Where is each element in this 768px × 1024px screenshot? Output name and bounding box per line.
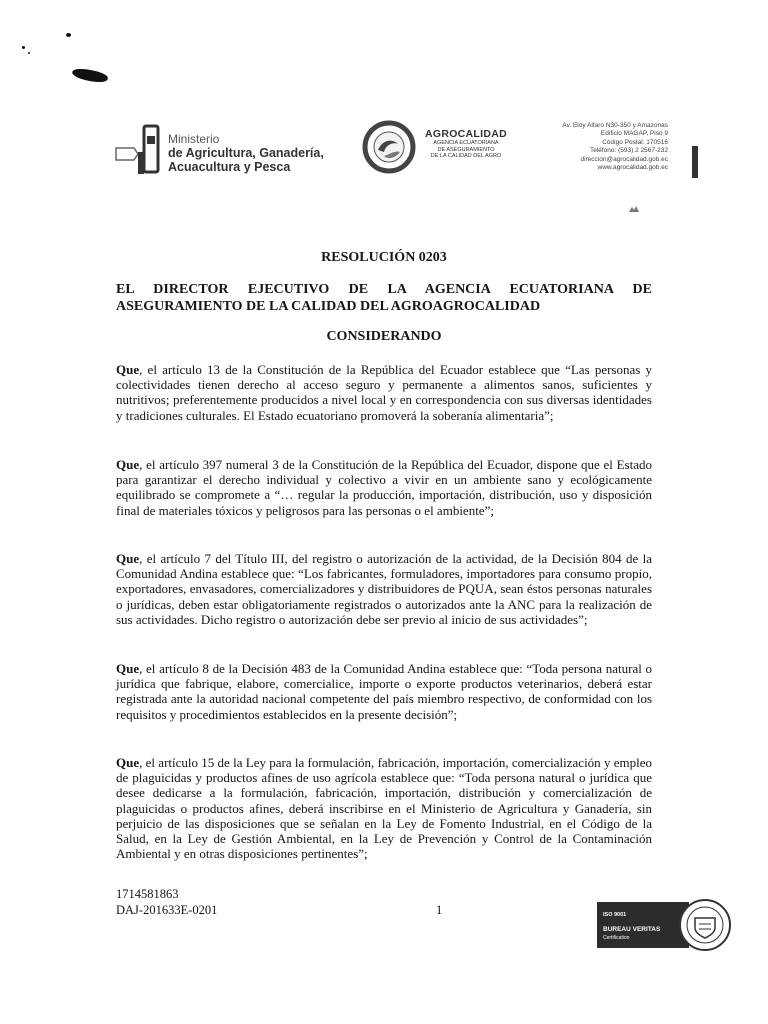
agency-subtitle-2: DE ASEGURAMIENTO	[437, 146, 495, 153]
phone-line: Teléfono: (593) 2 2567-232	[589, 147, 668, 155]
certification-label: Certification	[603, 935, 630, 941]
bureau-veritas-seal-icon	[677, 898, 733, 952]
agrocalidad-brand: AGROCALIDAD	[424, 128, 508, 140]
recital-lead: Que	[116, 661, 140, 676]
letterhead	[114, 118, 698, 184]
address-line: Código Postal: 170516	[602, 138, 668, 146]
ministry-logo	[114, 122, 334, 178]
scan-speck	[66, 33, 71, 37]
document-reference: DAJ-201633E-0201	[116, 903, 218, 917]
ministry-line1: Ministerio	[168, 132, 220, 146]
recital-lead: Que	[116, 457, 140, 472]
document-number: 1714581863	[116, 887, 179, 901]
email-line: direccion@agrocalidad.gob.ec	[580, 155, 668, 163]
ministry-emblem-icon	[114, 122, 166, 178]
scan-smudge-icon	[628, 205, 640, 213]
recital-text: , el artículo 8 de la Decisión 483 de la Comunidad Andina establece que: “Toda persona natural o jurídica que fabrique, elabore, comercialice, importe o exporte productos veterinarios, deberá estar registrada ante la autoridad nacional competente del país miembro respectivo, de conformidad con los requisitos y procedimientos establecidos en la presente decisión”;	[116, 661, 652, 722]
recital-text: , el artículo 397 numeral 3 de la Constitución de la República del Ecuador, dispone que el Estado para garantizar el derecho individual y colectivo a vivir en un ambiente sano y ecológicamente equilibrado se compromete a “… regular la producción, importación, distribución, uso y disposición final de materiales tóxicos y peligrosos para las personas o el ambiente”;	[116, 457, 652, 518]
address-accent-bar	[692, 146, 698, 178]
recital-lead: Que	[116, 362, 140, 377]
recital-lead: Que	[116, 551, 140, 566]
resolution-title: RESOLUCIÓN 0203	[321, 250, 447, 265]
scan-speck	[28, 52, 30, 54]
agency-subtitle-3: DE LA CALIDAD DEL AGRO	[430, 153, 502, 159]
recital-text: , el artículo 7 del Título III, del registro o autorización de la actividad, de la Decisión 804 de la Comunidad Andina establece que: “Los fabricantes, formuladores, importadores para consumo propio, exportadores, envasadores, comercializadores y distribuidores de PQUA, sean éstos personas naturales o jurídicas, deben estar obligatoriamente registrados o autorizados ante la ANC para la realización de sus actividades. Dicho registro o autorización debe ser previo al inicio de sus actividades”;	[116, 551, 652, 627]
recital-paragraph	[116, 362, 652, 423]
director-heading: EL DIRECTOR EJECUTIVO DE LA AGENCIA ECUATORIANA DE ASEGURAMIENTO DE LA CALIDAD DEL AGROAGROCALIDAD	[116, 282, 652, 314]
certification-badge	[597, 898, 735, 952]
recital-paragraph	[116, 457, 652, 518]
recital-paragraph	[116, 755, 652, 861]
recital-text: , el artículo 13 de la Constitución de la República del Ecuador establece que “Las personas y colectividades tienen derecho al acceso seguro y permanente a alimentos sanos, suficientes y nutritivos; preferentemente producidos a nivel local y en correspondencia con sus diversas identidades y tradiciones culturales. El Estado ecuatoriano promoverá la soberanía alimentaria”;	[116, 362, 652, 423]
address-line: Av. Eloy Alfaro N30-350 y Amazonas	[562, 122, 668, 129]
document-identifiers	[116, 886, 217, 918]
considerando-heading: CONSIDERANDO	[326, 329, 442, 344]
page-number: 1	[436, 903, 443, 917]
certification-box	[597, 902, 689, 948]
certifier-name: BUREAU VERITAS	[603, 926, 661, 933]
website-line: www.agrocalidad.gob.ec	[597, 164, 668, 172]
agrocalidad-logo	[362, 120, 512, 178]
ink-blot	[71, 66, 109, 84]
scan-speck	[22, 46, 25, 49]
ministry-line2: de Agricultura, Ganadería,	[168, 146, 324, 160]
recital-paragraph	[116, 661, 652, 722]
recital-text: , el artículo 15 de la Ley para la formulación, fabricación, importación, comercialización y empleo de plaguicidas y productos afines de uso agrícola establece que: “Toda persona natural o jurídica que desee dedicarse a la formulación, fabricación, importación, distribución y comercialización de plaguicidas o productos afines, deberá inscribirse en el Ministerio de Agricultura y Ganadería, sin perjuicio de las disposiciones que se señalan en la Ley de Fomento Industrial, en el Código de la Salud, en la Ley de Gestión Ambiental, en la Ley de Prevención y Control de la Contaminación Ambiental y en otras disposiciones pertinentes”;	[116, 755, 652, 862]
ministry-name	[168, 132, 324, 174]
agrocalidad-emblem-icon	[362, 120, 416, 174]
agency-subtitle-1: AGENCIA ECUATORIANA	[433, 140, 499, 146]
agrocalidad-text	[420, 128, 512, 160]
iso-label: ISO 9001	[603, 912, 627, 918]
recital-lead: Que	[116, 755, 140, 770]
address-line: Edificio MAGAP, Piso 9	[600, 130, 668, 138]
recital-paragraph	[116, 551, 652, 627]
ministry-line3: Acuacultura y Pesca	[168, 160, 291, 174]
address-block	[508, 122, 668, 172]
